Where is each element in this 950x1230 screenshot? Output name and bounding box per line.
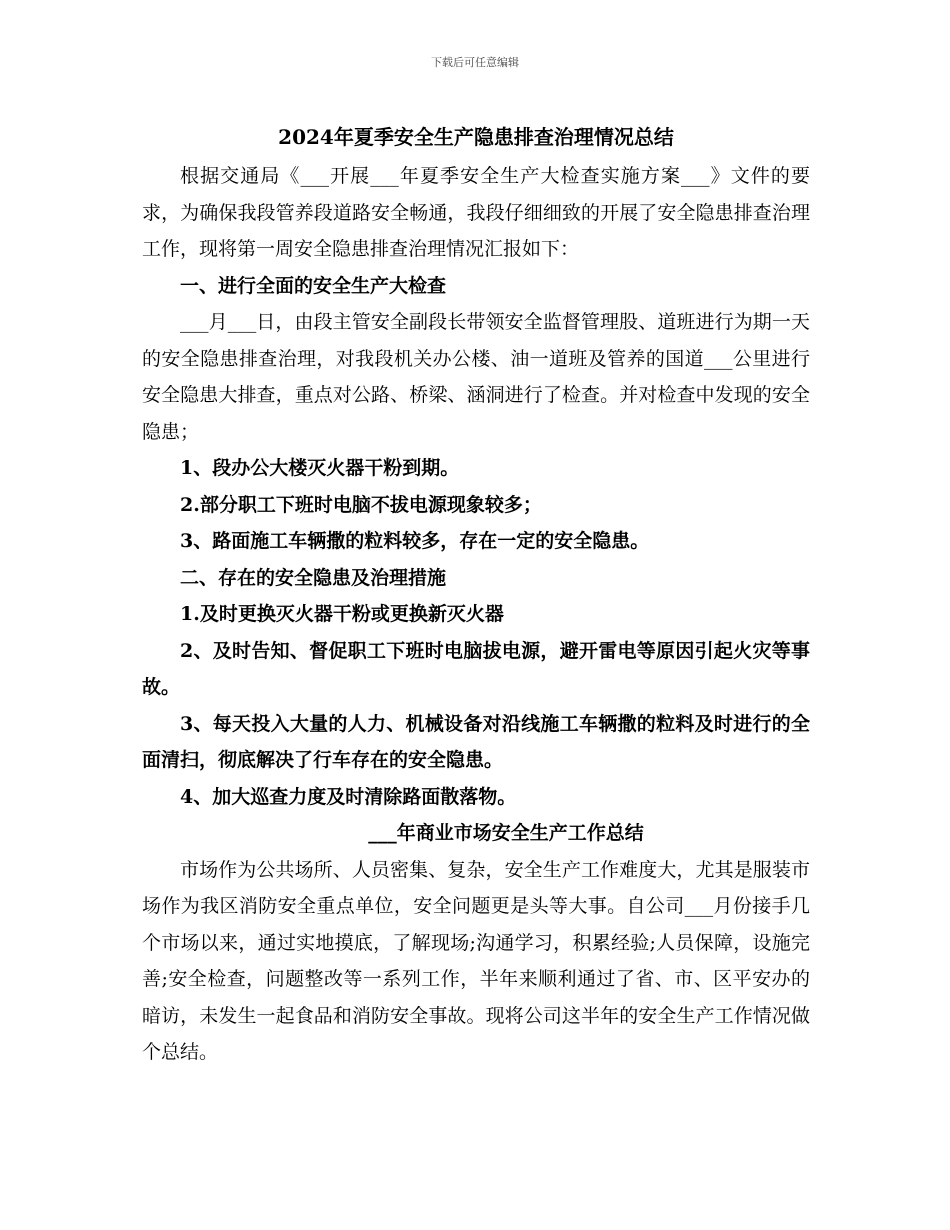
section-1-paragraph: ___月___日，由段主管安全副段长带领安全监督管理股、道班进行为期一天的安全隐患排查治理，对我段机关办公楼、油一道班及管养的国道___公里进行安全隐患大排查，重点对公路、桥梁、涵洞进行了检查。并对检查中发现的安全隐患； [142,311,810,443]
second-intro-paragraph: 市场作为公共场所、人员密集、复杂，安全生产工作难度大，尤其是服装市场作为我区消防安全重点单位，安全问题更是头等大事。自公司___月份接手几个市场以来，通过实地摸底，了解现场;沟通学习，积累经验;人员保障，设施完善;安全检查，问题整改等一系列工作，半年来顺利通过了省、市、区平安办的暗访，未发生一起食品和消防安全事故。现将公司这半年的安全生产工作情况做个总结。 [142,858,810,1063]
section-heading-2: 二、存在的安全隐患及治理措施 [180,566,447,589]
list-item: 3、路面施工车辆撒的粒料较多，存在一定的安全隐患。 [180,530,650,552]
list-item: 2、及时告知、督促职工下班时电脑拔电源，避开雷电等原因引起火灾等事故。 [142,639,810,698]
list-item: 3、每天投入大量的人力、机械设备对沿线施工车辆撒的粒料及时进行的全面清扫，彻底解决了行车存在的安全隐患。 [142,712,810,771]
document-title: 2024年夏季安全生产隐患排查治理情况总结 [278,125,674,149]
second-document-title: ___年商业市场安全生产工作总结 [368,822,644,844]
intro-paragraph: 根据交通局《___开展___年夏季安全生产大检查实施方案___》文件的要求，为确保我段管养段道路安全畅通，我段仔细细致的开展了安全隐患排查治理工作，现将第一周安全隐患排查治理情况汇报如下： [142,165,810,260]
list-item: 2.部分职工下班时电脑不拔电源现象较多； [180,493,542,516]
header-note: 下载后可任意编辑 [431,56,519,69]
document-body [142,116,810,1071]
section-heading-1: 一、进行全面的安全生产大检查 [180,274,447,297]
list-item: 1、段办公大楼灭火器干粉到期。 [180,457,460,479]
list-item: 1.及时更换灭火器干粉或更换新灭火器 [180,603,504,625]
list-item: 4、加大巡查力度及时清除路面散落物。 [180,785,517,808]
